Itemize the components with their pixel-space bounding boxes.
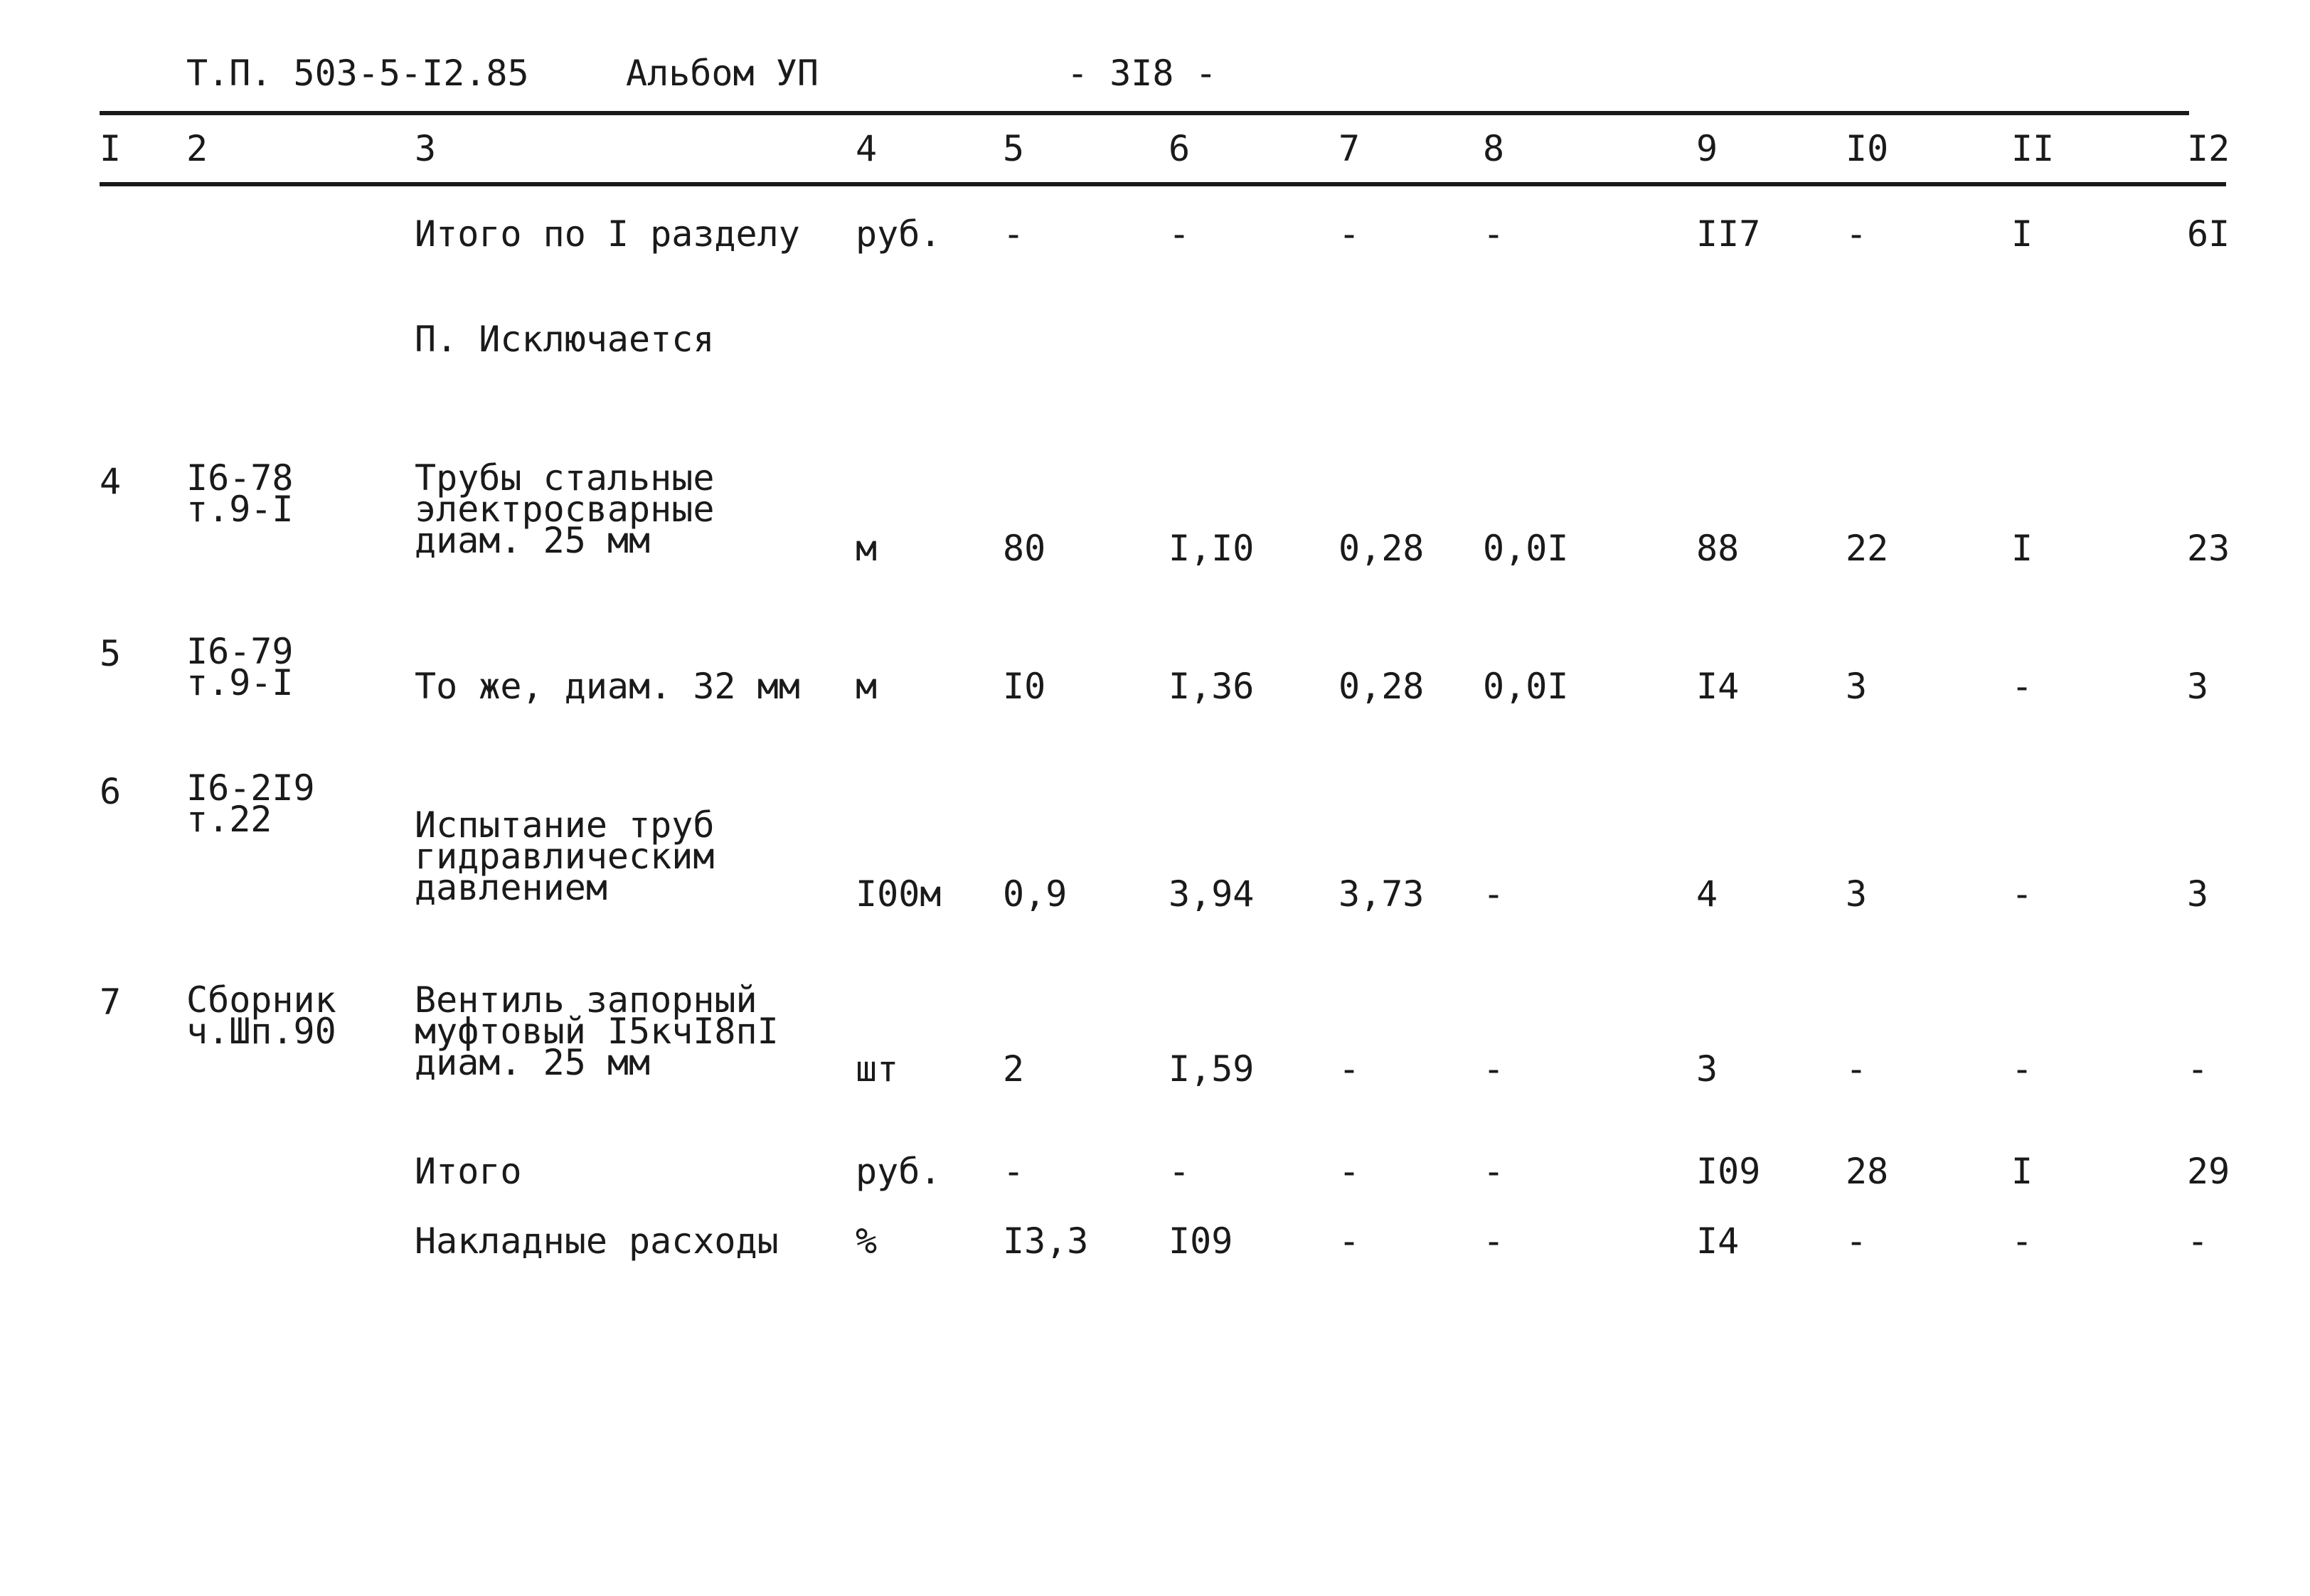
cell-col10: 22 [1846, 528, 1889, 569]
cell-col11: I [2011, 1151, 2033, 1192]
row-unit: % [856, 1220, 878, 1262]
cell-col11: - [2011, 1048, 2033, 1090]
cell-col8: - [1483, 213, 1505, 255]
row-name: Вентиль запорный муфтовый I5кчI8пI диам. 25 мм [415, 979, 779, 1083]
cell-col8: 0,0I [1483, 666, 1569, 707]
cell-col7: - [1338, 1220, 1361, 1262]
column-header: I0 [1846, 128, 1889, 169]
cell-col6: I,I0 [1169, 528, 1255, 569]
row-number: 6 [100, 771, 122, 812]
cell-col7: - [1338, 1151, 1361, 1192]
cell-col12: - [2187, 1220, 2209, 1262]
row-code: Сборник ч.Шп.90 [186, 979, 336, 1052]
cell-col12: 6I [2187, 213, 2230, 255]
cell-col9: I09 [1696, 1151, 1761, 1192]
cell-col12: - [2187, 1048, 2209, 1090]
cell-col6: I09 [1169, 1220, 1233, 1262]
cell-col8: - [1483, 1151, 1505, 1192]
cell-col8: - [1483, 1220, 1505, 1262]
cell-col9: 4 [1696, 873, 1718, 915]
cell-col8: - [1483, 1048, 1505, 1090]
row-unit: м [856, 528, 878, 569]
cell-col10: - [1846, 1220, 1868, 1262]
cell-col9: 3 [1696, 1048, 1718, 1090]
cell-col11: - [2011, 873, 2033, 915]
row-unit: шт [856, 1048, 899, 1090]
cell-col10: 28 [1846, 1151, 1889, 1192]
cell-col6: I,59 [1169, 1048, 1255, 1090]
cell-col9: I4 [1696, 666, 1740, 707]
column-header: I [100, 128, 122, 169]
row-unit: руб. [856, 213, 942, 255]
cell-col5: - [1003, 1151, 1025, 1192]
cell-col8: - [1483, 873, 1505, 915]
cell-col5: 0,9 [1003, 873, 1068, 915]
cell-col8: 0,0I [1483, 528, 1569, 569]
row-name: Итого по I разделу [415, 213, 800, 255]
row-number: 7 [100, 981, 122, 1023]
row-name: Трубы стальные электросварные диам. 25 мм [415, 457, 715, 561]
cell-col7: - [1338, 1048, 1361, 1090]
cell-col6: I,36 [1169, 666, 1255, 707]
column-header: 9 [1696, 128, 1718, 169]
cell-col11: - [2011, 666, 2033, 707]
column-header: I2 [2187, 128, 2230, 169]
row-code: I6-79 т.9-I [186, 631, 294, 703]
column-header: 2 [186, 128, 208, 169]
cell-col9: II7 [1696, 213, 1761, 255]
row-code: I6-2I9 т.22 [186, 767, 315, 840]
section-title: П. Исключается [415, 319, 715, 360]
column-header: 7 [1338, 128, 1361, 169]
page-number: - 3I8 - [1067, 53, 1217, 94]
column-header: 8 [1483, 128, 1505, 169]
cell-col9: 88 [1696, 528, 1740, 569]
cell-col7: 0,28 [1338, 666, 1425, 707]
row-name: Итого [415, 1151, 522, 1192]
row-name: Испытание труб гидравлическим давлением [415, 804, 715, 908]
cell-col10: - [1846, 213, 1868, 255]
column-header: 4 [856, 128, 878, 169]
cell-col12: 3 [2187, 873, 2209, 915]
cell-col7: - [1338, 213, 1361, 255]
column-header: 5 [1003, 128, 1025, 169]
row-code: I6-78 т.9-I [186, 457, 294, 530]
row-unit: м [856, 666, 878, 707]
cell-col10: 3 [1846, 666, 1868, 707]
cell-col5: 2 [1003, 1048, 1025, 1090]
row-number: 5 [100, 633, 122, 674]
row-unit: I00м [856, 873, 942, 915]
cell-col5: I3,3 [1003, 1220, 1089, 1262]
cell-col12: 29 [2187, 1151, 2230, 1192]
row-number: 4 [100, 461, 122, 502]
column-header: II [2011, 128, 2055, 169]
cell-col6: 3,94 [1169, 873, 1255, 915]
cell-col11: I [2011, 528, 2033, 569]
cell-col11: I [2011, 213, 2033, 255]
cell-col12: 3 [2187, 666, 2209, 707]
cell-col5: 80 [1003, 528, 1046, 569]
cell-col5: I0 [1003, 666, 1046, 707]
cell-col7: 3,73 [1338, 873, 1425, 915]
column-header: 6 [1169, 128, 1191, 169]
album-label: Альбом УП [626, 53, 819, 94]
header-rule [100, 182, 2226, 186]
cell-col6: - [1169, 213, 1191, 255]
document-code: Т.П. 503-5-I2.85 [186, 53, 529, 94]
cell-col10: - [1846, 1048, 1868, 1090]
row-name: То же, диам. 32 мм [415, 666, 800, 707]
cell-col12: 23 [2187, 528, 2230, 569]
cell-col5: - [1003, 213, 1025, 255]
column-header: 3 [415, 128, 437, 169]
cell-col9: I4 [1696, 1220, 1740, 1262]
cell-col7: 0,28 [1338, 528, 1425, 569]
cell-col11: - [2011, 1220, 2033, 1262]
top-rule [100, 111, 2189, 115]
cell-col6: - [1169, 1151, 1191, 1192]
row-unit: руб. [856, 1151, 942, 1192]
cell-col10: 3 [1846, 873, 1868, 915]
row-name: Накладные расходы [415, 1220, 779, 1262]
